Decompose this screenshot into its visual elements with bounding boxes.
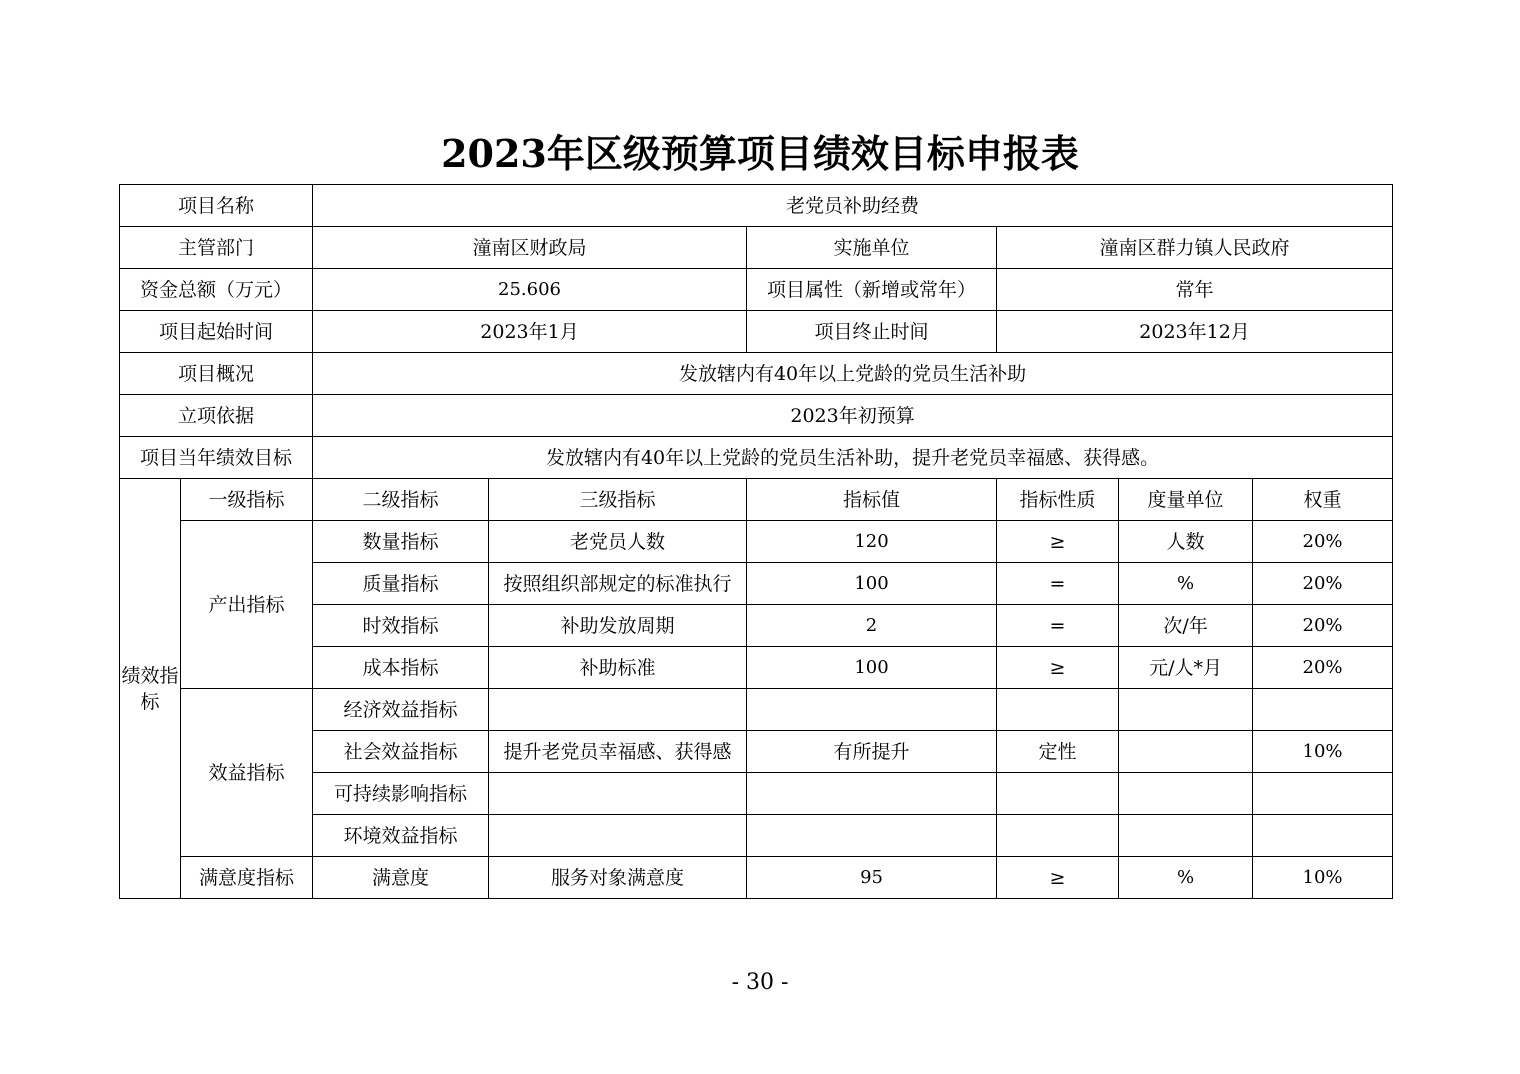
level3-cell	[489, 689, 747, 731]
value-cell: 有所提升	[747, 731, 997, 773]
nature-cell	[997, 689, 1119, 731]
row-time	[120, 311, 1393, 353]
value-cell: 95	[747, 857, 997, 899]
funds-value: 25.606	[313, 269, 747, 311]
level2-cell: 环境效益指标	[313, 815, 489, 857]
header-unit: 度量单位	[1119, 479, 1253, 521]
level2-cell: 质量指标	[313, 563, 489, 605]
level3-cell	[489, 815, 747, 857]
weight-cell: 20%	[1253, 605, 1393, 647]
document-title: 2023年区级预算项目绩效目标申报表	[441, 131, 1079, 176]
weight-cell: 10%	[1253, 857, 1393, 899]
weight-cell	[1253, 815, 1393, 857]
value-cell	[747, 689, 997, 731]
header-level1: 一级指标	[181, 479, 313, 521]
nature-cell	[997, 773, 1119, 815]
project-name-label: 项目名称	[120, 185, 313, 227]
goal-value: 发放辖内有40年以上党龄的党员生活补助，提升老党员幸福感、获得感。	[313, 437, 1393, 479]
level3-cell: 服务对象满意度	[489, 857, 747, 899]
header-level3: 三级指标	[489, 479, 747, 521]
weight-cell	[1253, 773, 1393, 815]
overview-value: 发放辖内有40年以上党龄的党员生活补助	[313, 353, 1393, 395]
level2-cell: 可持续影响指标	[313, 773, 489, 815]
level2-cell: 满意度	[313, 857, 489, 899]
basis-label: 立项依据	[120, 395, 313, 437]
benefit-indicator-label: 效益指标	[181, 689, 313, 857]
level3-cell: 提升老党员幸福感、获得感	[489, 731, 747, 773]
nature-cell: =	[997, 605, 1119, 647]
value-cell: 120	[747, 521, 997, 563]
unit-cell: 人数	[1119, 521, 1253, 563]
row-basis	[120, 395, 1393, 437]
nature-cell: =	[997, 563, 1119, 605]
level2-cell: 时效指标	[313, 605, 489, 647]
unit-cell: %	[1119, 563, 1253, 605]
header-value: 指标值	[747, 479, 997, 521]
start-time-value: 2023年1月	[313, 311, 747, 353]
nature-cell: ≥	[997, 857, 1119, 899]
row-funds	[120, 269, 1393, 311]
start-time-label: 项目起始时间	[120, 311, 313, 353]
nature-cell	[997, 815, 1119, 857]
table-row	[120, 689, 1393, 731]
output-indicator-label: 产出指标	[181, 521, 313, 689]
performance-target-table	[119, 184, 1393, 899]
level2-cell: 经济效益指标	[313, 689, 489, 731]
weight-cell: 20%	[1253, 521, 1393, 563]
overview-label: 项目概况	[120, 353, 313, 395]
weight-cell: 20%	[1253, 563, 1393, 605]
satisfaction-indicator-label: 满意度指标	[181, 857, 313, 899]
impl-unit-label: 实施单位	[747, 227, 997, 269]
dept-label: 主管部门	[120, 227, 313, 269]
value-cell: 100	[747, 647, 997, 689]
impl-unit-value: 潼南区群力镇人民政府	[997, 227, 1393, 269]
header-weight: 权重	[1253, 479, 1393, 521]
project-attr-label: 项目属性（新增或常年）	[747, 269, 997, 311]
goal-label: 项目当年绩效目标	[120, 437, 313, 479]
unit-cell	[1119, 773, 1253, 815]
unit-cell: %	[1119, 857, 1253, 899]
level3-cell: 补助发放周期	[489, 605, 747, 647]
table-row	[120, 521, 1393, 563]
project-attr-value: 常年	[997, 269, 1393, 311]
header-nature: 指标性质	[997, 479, 1119, 521]
level3-cell: 老党员人数	[489, 521, 747, 563]
indicator-header-row	[120, 479, 1393, 521]
end-time-label: 项目终止时间	[747, 311, 997, 353]
header-level2: 二级指标	[313, 479, 489, 521]
nature-cell: ≥	[997, 521, 1119, 563]
unit-cell	[1119, 689, 1253, 731]
nature-cell: ≥	[997, 647, 1119, 689]
row-goal	[120, 437, 1393, 479]
end-time-value: 2023年12月	[997, 311, 1393, 353]
value-cell: 100	[747, 563, 997, 605]
weight-cell	[1253, 689, 1393, 731]
unit-cell	[1119, 731, 1253, 773]
funds-label: 资金总额（万元）	[120, 269, 313, 311]
performance-indicator-label: 绩效指标	[121, 664, 179, 713]
value-cell: 2	[747, 605, 997, 647]
row-project-name	[120, 185, 1393, 227]
value-cell	[747, 773, 997, 815]
project-name-value: 老党员补助经费	[313, 185, 1393, 227]
nature-cell: 定性	[997, 731, 1119, 773]
level3-cell: 按照组织部规定的标准执行	[489, 563, 747, 605]
table-row	[120, 857, 1393, 899]
level2-cell: 成本指标	[313, 647, 489, 689]
level2-cell: 社会效益指标	[313, 731, 489, 773]
row-department	[120, 227, 1393, 269]
level2-cell: 数量指标	[313, 521, 489, 563]
level3-cell: 补助标准	[489, 647, 747, 689]
unit-cell: 元/人*月	[1119, 647, 1253, 689]
row-overview	[120, 353, 1393, 395]
basis-value: 2023年初预算	[313, 395, 1393, 437]
value-cell	[747, 815, 997, 857]
level3-cell	[489, 773, 747, 815]
unit-cell	[1119, 815, 1253, 857]
performance-indicator-category	[120, 479, 181, 899]
dept-value: 潼南区财政局	[313, 227, 747, 269]
weight-cell: 10%	[1253, 731, 1393, 773]
page-number: - 30 -	[731, 970, 789, 995]
unit-cell: 次/年	[1119, 605, 1253, 647]
weight-cell: 20%	[1253, 647, 1393, 689]
